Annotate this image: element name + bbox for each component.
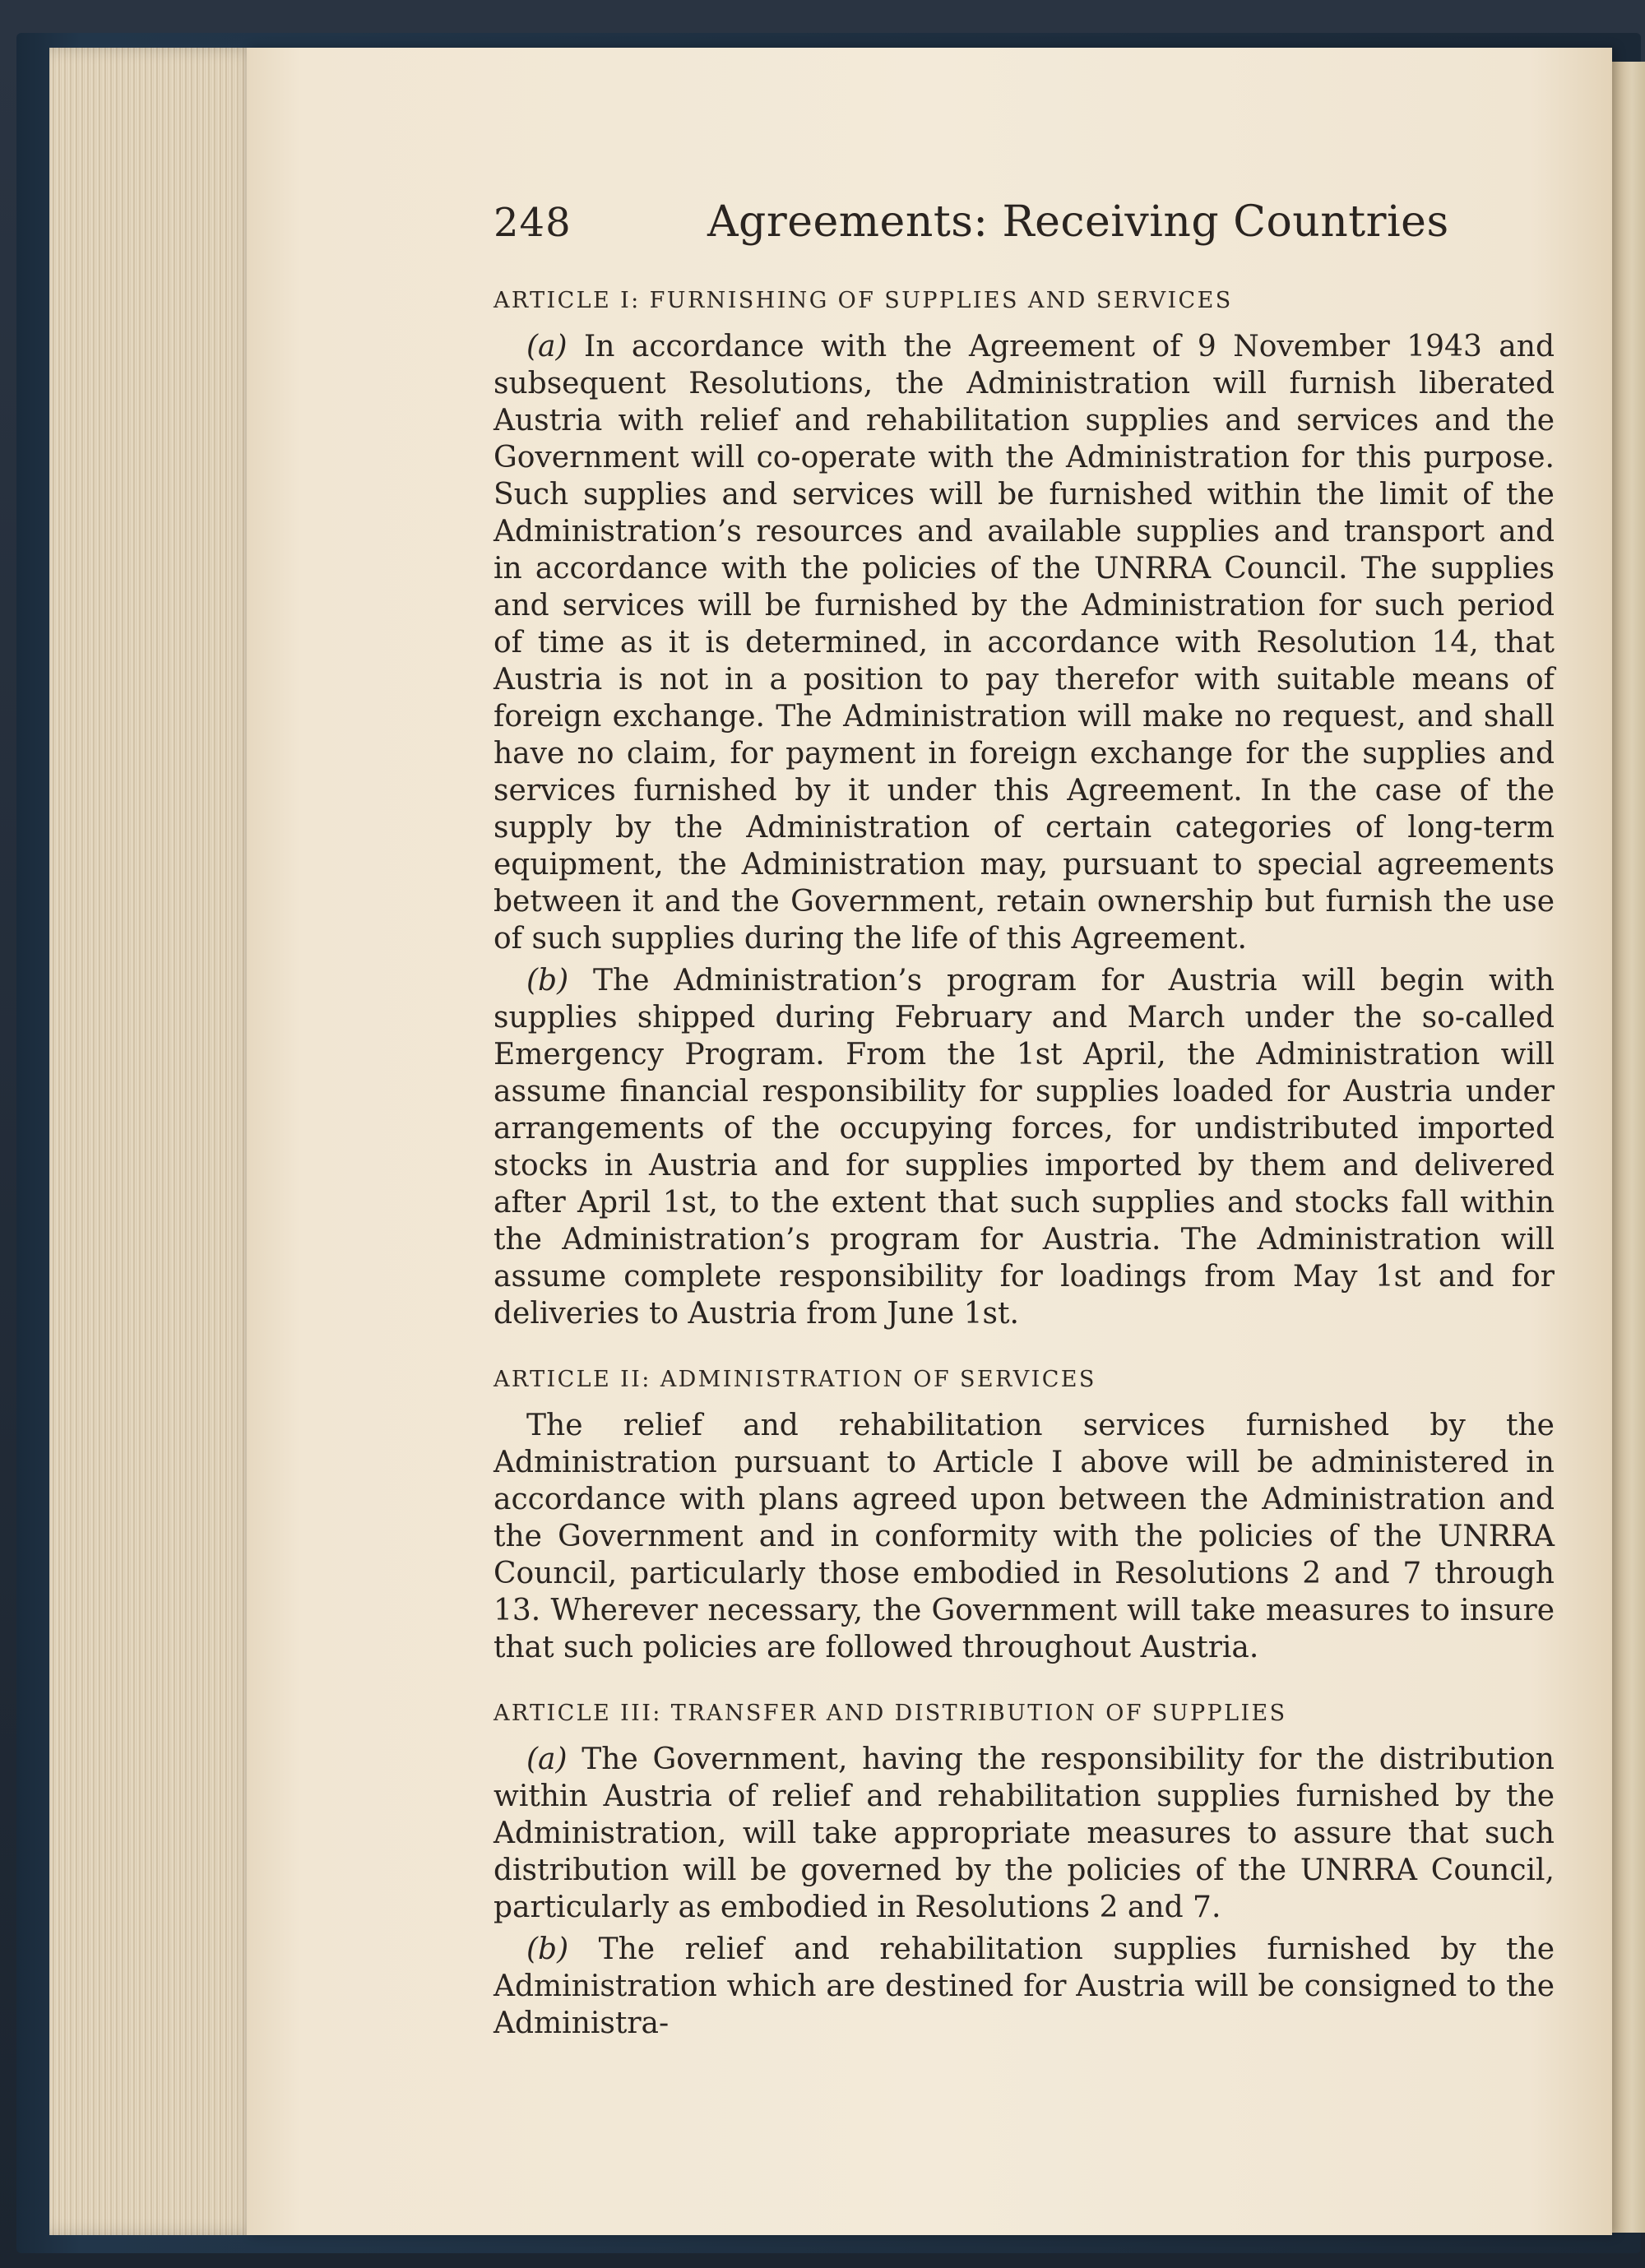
article-2-paragraph — [494, 1407, 1555, 1666]
paragraph-label: (a) — [526, 1743, 568, 1776]
facing-page-edge — [1612, 62, 1645, 2233]
paragraph-label: (b) — [526, 964, 569, 997]
running-title: Agreements: Receiving Countries — [707, 197, 1449, 247]
paragraph-text: In accordance with the Agreement of 9 November 1943 and subsequent Resolutions, the Administration will furnish liberated Austria with relief and rehabilitation supplies and services and the Government will co-operate with the Administration for this purpose. Such supplies and services will be furnished within the limit of the Administration’s resources and available supplies and transport and in accordance with the policies of the UNRRA Council. The supplies and services will be furnished by the Administration for such period of time as it is determined, in accordance with Resolution 14, that Austria is not in a position to pay therefor with suitable means of foreign exchange. The Administration will make no request, and shall have no claim, for payment in foreign exchange for the supplies and services furnished by it under this Agreement. In the case of the supply by the Administration of certain categories of long-term equipment, the Administration may, pursuant to special agreements between it and the Government, retain ownership but furnish the use of such supplies during the life of this Agreement. — [494, 330, 1555, 956]
article-1-paragraph-b — [494, 962, 1555, 1332]
paragraph-text: The relief and rehabilitation supplies furnished by the Administration which are destined for Austria will be consigned to the Administra- — [494, 1932, 1555, 2040]
article-3-paragraph-a — [494, 1741, 1555, 1926]
page-text — [494, 197, 1555, 2047]
article-3-heading: ARTICLE III: TRANSFER AND DISTRIBUTION OF SUPPLIES — [494, 1701, 1287, 1726]
paragraph-text: The Government, having the responsibility for the distribution within Austria of relief and rehabilitation supplies furnished by the Administration, will take appropriate measures to assure that such distribution will be governed by the policies of the UNRRA Council, particularly as embodied in Resolutions 2 and 7. — [494, 1743, 1555, 1924]
page-stack-edge — [49, 48, 263, 2235]
article-3-paragraph-b — [494, 1931, 1555, 2042]
paragraph-text: The Administration’s program for Austria will begin with supplies shipped during February and March under the so-called Emergency Program. From the 1st April, the Administration will assume financial responsibility for supplies loaded for Austria under arrangements of the occupying forces, for undistributed imported stocks in Austria and for supplies imported by them and delivered after April 1st, to the extent that such supplies and stocks fall within the Administration’s program for Austria. The Administration will assume complete responsibility for loadings from May 1st and for deliveries to Austria from June 1st. — [494, 964, 1555, 1331]
paragraph-label: (a) — [526, 330, 568, 363]
article-1-paragraph-a — [494, 328, 1555, 957]
article-1-heading: ARTICLE I: FURNISHING OF SUPPLIES AND SERVICES — [494, 288, 1233, 313]
running-head — [494, 197, 1555, 263]
page-number: 248 — [494, 200, 572, 246]
paragraph-label: (b) — [526, 1932, 569, 1966]
paragraph-text: The relief and rehabilitation services furnished by the Administration pursuant to Article I above will be administered in accordance with plans agreed upon between the Administration and the Government and in conformity with the policies of the UNRRA Council, particularly those embodied in Resolutions 2 and 7 through 13. Wherever necessary, the Government will take measures to insure that such policies are followed throughout Austria. — [494, 1409, 1555, 1664]
article-2-heading: ARTICLE II: ADMINISTRATION OF SERVICES — [494, 1367, 1096, 1392]
